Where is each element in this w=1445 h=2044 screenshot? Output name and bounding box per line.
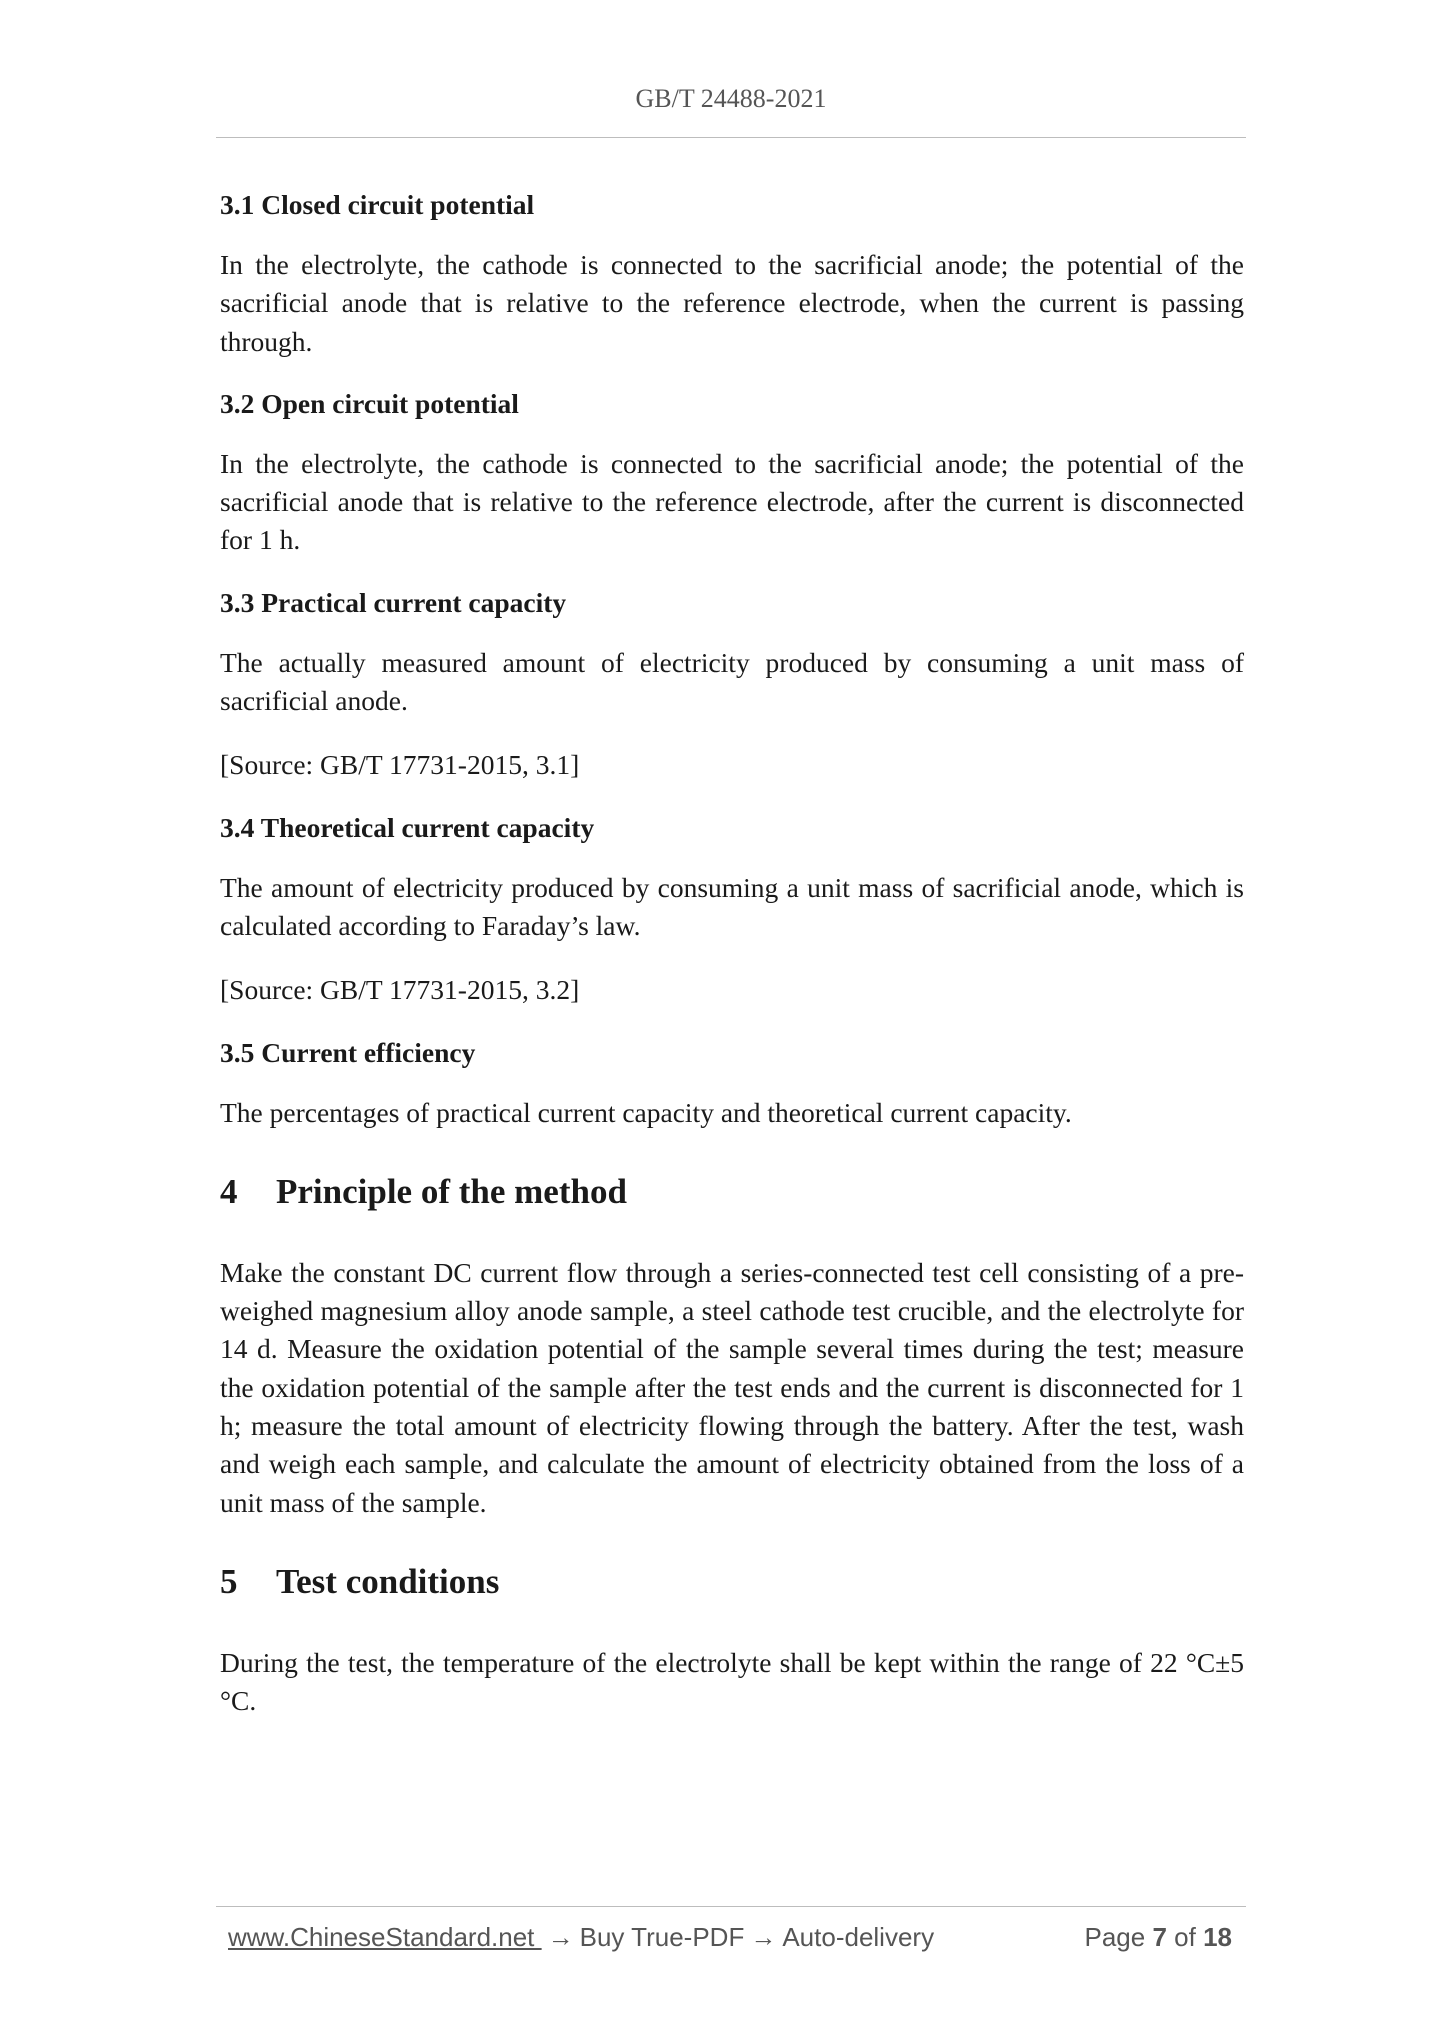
paragraph-section-5: During the test, the temperature of the electrolyte shall be kept within the range of 22 °C±5 °C. (220, 1646, 1244, 1717)
paragraph-3-3: The actually measured amount of electricity produced by consuming a unit mass of sacrificial anode. (220, 646, 1244, 717)
website-link[interactable]: www.ChineseStandard.net (228, 1922, 542, 1952)
footer-promo (228, 1922, 934, 1953)
heading-3-4: 3.4 Theoretical current capacity (220, 811, 595, 843)
of-label: of (1174, 1922, 1196, 1952)
section-5-number: 5 (220, 1561, 238, 1601)
page-number (1084, 1922, 1232, 1953)
source-note-3-4: [Source: GB/T 17731-2015, 3.2] (220, 974, 580, 1006)
footer-divider (216, 1906, 1246, 1907)
heading-section-4 (220, 1170, 1244, 1214)
total-pages: 18 (1203, 1922, 1232, 1952)
heading-section-5 (220, 1560, 1244, 1604)
paragraph-3-2: In the electrolyte, the cathode is connected to the sacrificial anode; the potential of the sacrificial anode that is relative to the reference electrode, after the current is disconnected for 1 h. (220, 447, 1244, 556)
arrow-right-icon: → (750, 1922, 777, 1952)
paragraph-3-5: The percentages of practical current capacity and theoretical current capacity. (220, 1096, 1072, 1128)
heading-3-1: 3.1 Closed circuit potential (220, 189, 535, 220)
current-page: 7 (1152, 1922, 1167, 1952)
section-5-title: Test conditions (276, 1561, 500, 1601)
page-footer (228, 1922, 1232, 1953)
page-label: Page (1084, 1922, 1146, 1952)
buy-pdf-text: Buy True-PDF (579, 1922, 745, 1952)
arrow-right-icon: → (547, 1922, 574, 1952)
page-content (220, 186, 1244, 1721)
section-4-number: 4 (220, 1171, 238, 1211)
heading-3-3: 3.3 Practical current capacity (220, 586, 567, 618)
source-note-3-3: [Source: GB/T 17731-2015, 3.1] (220, 749, 580, 781)
section-4-title: Principle of the method (276, 1171, 627, 1211)
paragraph-3-1: In the electrolyte, the cathode is connected to the sacrificial anode; the potential of the sacrificial anode that is relative to the reference electrode, when the current is passing through. (220, 249, 1244, 357)
heading-3-2: 3.2 Open circuit potential (220, 387, 519, 419)
paragraph-3-4: The amount of electricity produced by consuming a unit mass of sacrificial anode, which is calculated according to Faraday’s law. (220, 871, 1244, 941)
document-id-header: GB/T 24488-2021 (635, 84, 827, 113)
auto-delivery-text: Auto-delivery (782, 1922, 935, 1952)
header-divider (216, 137, 1246, 138)
paragraph-section-4: Make the constant DC current flow through a series-connected test cell consisting of a pre-weighed magnesium alloy anode sample, a steel cathode test crucible, and the electrolyte for 14 d. Measure the oxidation potential of the sample several times during the test; measure the oxidation potential of the sample after the test ends and the current is disconnected for 1 h; measure the total amount of electricity flowing through the battery. After the test, wash and weigh each sample, and calculate the amount of electricity obtained from the loss of a unit mass of the sample. (220, 1256, 1244, 1518)
heading-3-5: 3.5 Current efficiency (220, 1036, 476, 1068)
